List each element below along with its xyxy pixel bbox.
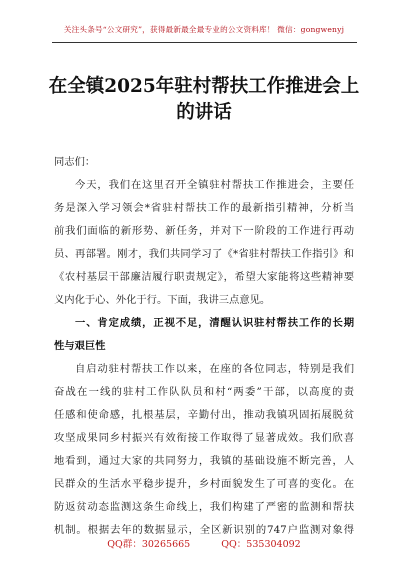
salutation: 同志们： bbox=[54, 156, 96, 168]
title-line-2: 的讲话 bbox=[176, 102, 232, 123]
header-note: 关注头条号“公文研究”，获得最新最全最专业的公文资料库！ 微信：gongwenyj bbox=[63, 25, 345, 34]
paragraph-line: 任感和使命感，扎根基层，辛勤付出，推动我镇巩固拓展脱贫 bbox=[54, 409, 354, 421]
document-title bbox=[40, 74, 368, 126]
paragraph-line: 务是深入学习领会*省驻村帮扶工作的最新指引精神，分析当 bbox=[54, 202, 354, 214]
section-heading-line: 一、肯定成绩，正视不足，清醒认识驻村帮扶工作的长期 bbox=[75, 317, 354, 329]
paragraph-line: 员、再部署。刚才，我们共同学习了《*省驻村帮扶工作指引》和 bbox=[54, 248, 354, 260]
paragraph-line: 奋战在一线的驻村工作队队员和村“两委”干部，以高度的责 bbox=[54, 386, 354, 398]
paragraph-line: 《农村基层干部廉洁履行职责规定》，希望大家能将这些精神要 bbox=[54, 271, 354, 283]
document-body bbox=[54, 151, 354, 542]
paragraph-line: 自启动驻村帮扶工作以来，在座的各位同志，特别是我们 bbox=[75, 363, 354, 375]
footer-qq: QQ：535304092 bbox=[221, 539, 301, 550]
paragraph-line: 民群众的生活水平稳步提升，乡村面貌发生了可喜的变化。在 bbox=[54, 478, 354, 490]
paragraph-line: 义内化于心、外化于行。下面，我讲三点意见。 bbox=[54, 294, 271, 306]
title-line-1: 在全镇2025年驻村帮扶工作推进会上 bbox=[48, 76, 360, 97]
paragraph-line: 今天，我们在这里召开全镇驻村帮扶工作推进会，主要任 bbox=[75, 179, 354, 191]
footer-contacts bbox=[0, 536, 408, 550]
paragraph-line: 地看到，通过大家的共同努力，我镇的基础设施不断完善，人 bbox=[54, 455, 354, 467]
paragraph-line: 防返贫动态监测这条生命线上，我们构建了严密的监测和帮扶 bbox=[54, 501, 354, 513]
footer-qq-group: QQ群：30265665 bbox=[107, 539, 191, 550]
section-heading-line: 性与艰巨性 bbox=[54, 340, 106, 352]
paragraph-line: 机制。根据去年的数据显示，全区新识别的747户监测对象得 bbox=[54, 524, 354, 536]
paragraph-line: 前我们面临的新形势、新任务，并对下一阶段的工作进行再动 bbox=[54, 225, 354, 237]
header-divider bbox=[52, 42, 357, 43]
paragraph-line: 攻坚成果同乡村振兴有效衔接工作取得了显著成效。我们欣喜 bbox=[54, 432, 354, 444]
